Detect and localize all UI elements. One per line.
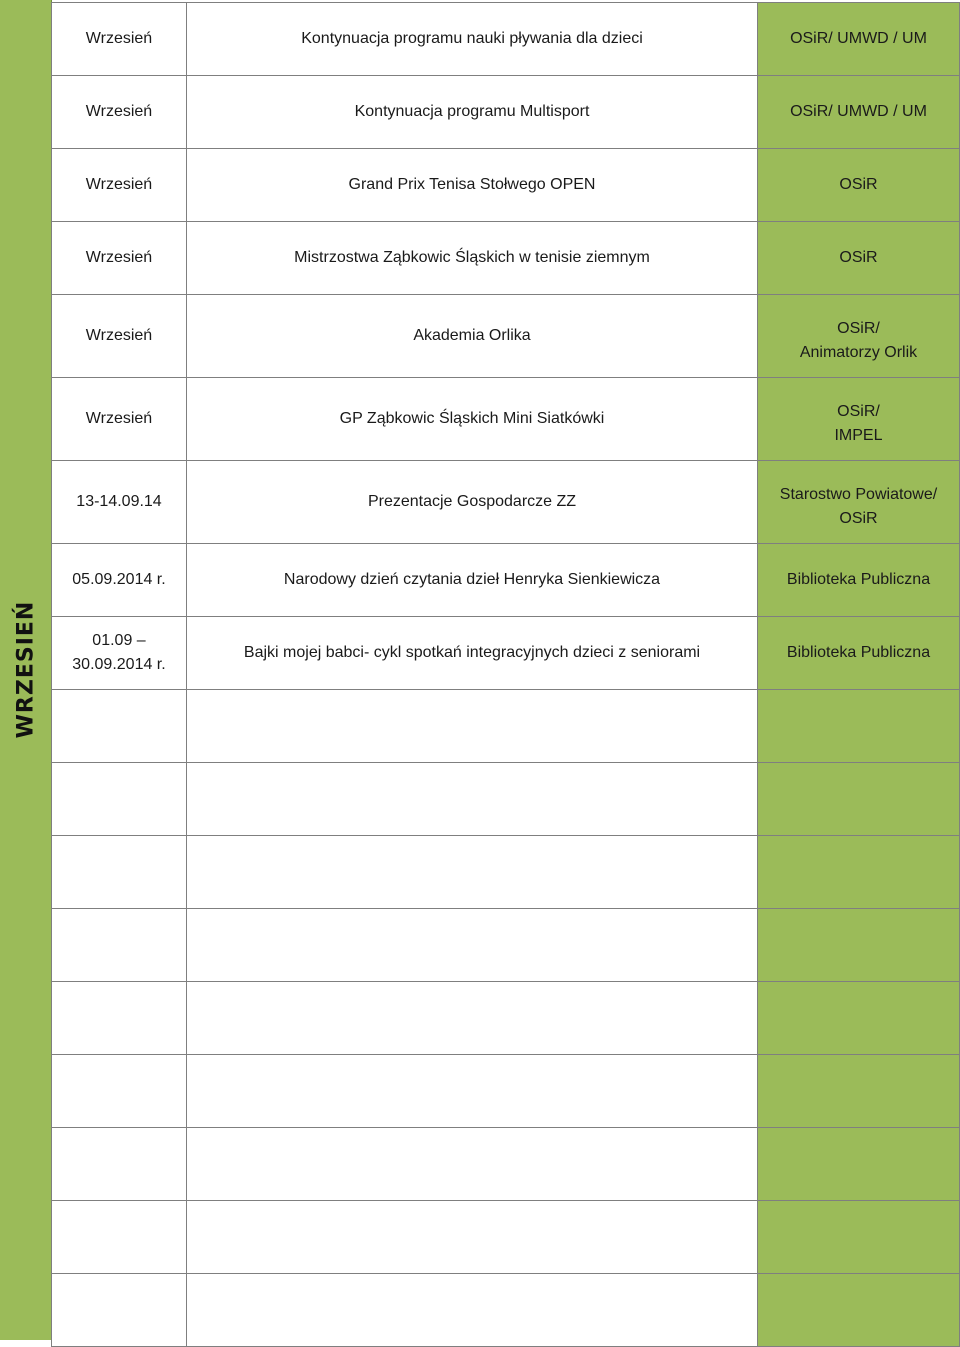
table-row [52, 1128, 960, 1201]
date-cell [52, 690, 187, 763]
organizer-cell [758, 690, 960, 763]
date-cell [52, 836, 187, 909]
date-cell [52, 909, 187, 982]
organizer-cell: OSiR [758, 222, 960, 295]
event-cell [187, 909, 758, 982]
table-row [52, 690, 960, 763]
event-cell: GP Ząbkowic Śląskich Mini Siatkówki [187, 378, 758, 461]
month-label: WRZESIEŃ [13, 600, 39, 738]
table-row [52, 982, 960, 1055]
table-row [52, 3, 960, 76]
organizer-cell: Biblioteka Publiczna [758, 544, 960, 617]
event-cell [187, 1274, 758, 1347]
date-cell: 01.09 – 30.09.2014 r. [52, 617, 187, 690]
event-cell: Akademia Orlika [187, 295, 758, 378]
organizer-cell [758, 1201, 960, 1274]
event-cell [187, 763, 758, 836]
date-cell: Wrzesień [52, 222, 187, 295]
table-row [52, 1055, 960, 1128]
organizer-cell [758, 1274, 960, 1347]
date-cell [52, 1201, 187, 1274]
organizer-cell: OSiR/ UMWD / UM [758, 3, 960, 76]
organizer-cell [758, 1128, 960, 1201]
event-cell: Kontynuacja programu Multisport [187, 76, 758, 149]
organizer-cell: Biblioteka Publiczna [758, 617, 960, 690]
table-row [52, 1274, 960, 1347]
event-cell [187, 836, 758, 909]
organizer-cell [758, 836, 960, 909]
event-cell [187, 1055, 758, 1128]
month-label-box [8, 600, 44, 738]
event-cell [187, 1201, 758, 1274]
organizer-cell: OSiR [758, 149, 960, 222]
organizer-cell: OSiR/ UMWD / UM [758, 76, 960, 149]
organizer-cell [758, 1055, 960, 1128]
organizer-cell [758, 909, 960, 982]
event-cell: Prezentacje Gospodarcze ZZ [187, 461, 758, 544]
table-row [52, 149, 960, 222]
organizer-cell [758, 982, 960, 1055]
date-cell [52, 763, 187, 836]
date-cell: 05.09.2014 r. [52, 544, 187, 617]
events-table [51, 2, 960, 1347]
event-cell: Kontynuacja programu nauki pływania dla dzieci [187, 3, 758, 76]
date-cell [52, 1274, 187, 1347]
date-cell [52, 982, 187, 1055]
event-cell: Bajki mojej babci- cykl spotkań integracyjnych dzieci z seniorami [187, 617, 758, 690]
event-cell [187, 1128, 758, 1201]
event-cell: Grand Prix Tenisa Stołwego OPEN [187, 149, 758, 222]
organizer-cell: OSiR/ IMPEL [758, 378, 960, 461]
table-row [52, 909, 960, 982]
organizer-cell [758, 763, 960, 836]
event-cell [187, 690, 758, 763]
date-cell: 13-14.09.14 [52, 461, 187, 544]
table-row [52, 295, 960, 378]
event-cell: Mistrzostwa Ząbkowic Śląskich w tenisie ziemnym [187, 222, 758, 295]
table-row [52, 763, 960, 836]
organizer-cell: Starostwo Powiatowe/ OSiR [758, 461, 960, 544]
date-cell: Wrzesień [52, 3, 187, 76]
date-cell: Wrzesień [52, 76, 187, 149]
date-cell: Wrzesień [52, 378, 187, 461]
event-cell: Narodowy dzień czytania dzieł Henryka Sienkiewicza [187, 544, 758, 617]
table-row [52, 617, 960, 690]
organizer-cell: OSiR/ Animatorzy Orlik [758, 295, 960, 378]
table-row [52, 836, 960, 909]
table-row [52, 544, 960, 617]
table-row [52, 1201, 960, 1274]
table-row [52, 461, 960, 544]
table-row [52, 76, 960, 149]
month-column [0, 0, 52, 1340]
date-cell: Wrzesień [52, 149, 187, 222]
date-cell: Wrzesień [52, 295, 187, 378]
date-cell [52, 1128, 187, 1201]
table-row [52, 222, 960, 295]
date-cell [52, 1055, 187, 1128]
table-row [52, 378, 960, 461]
event-cell [187, 982, 758, 1055]
